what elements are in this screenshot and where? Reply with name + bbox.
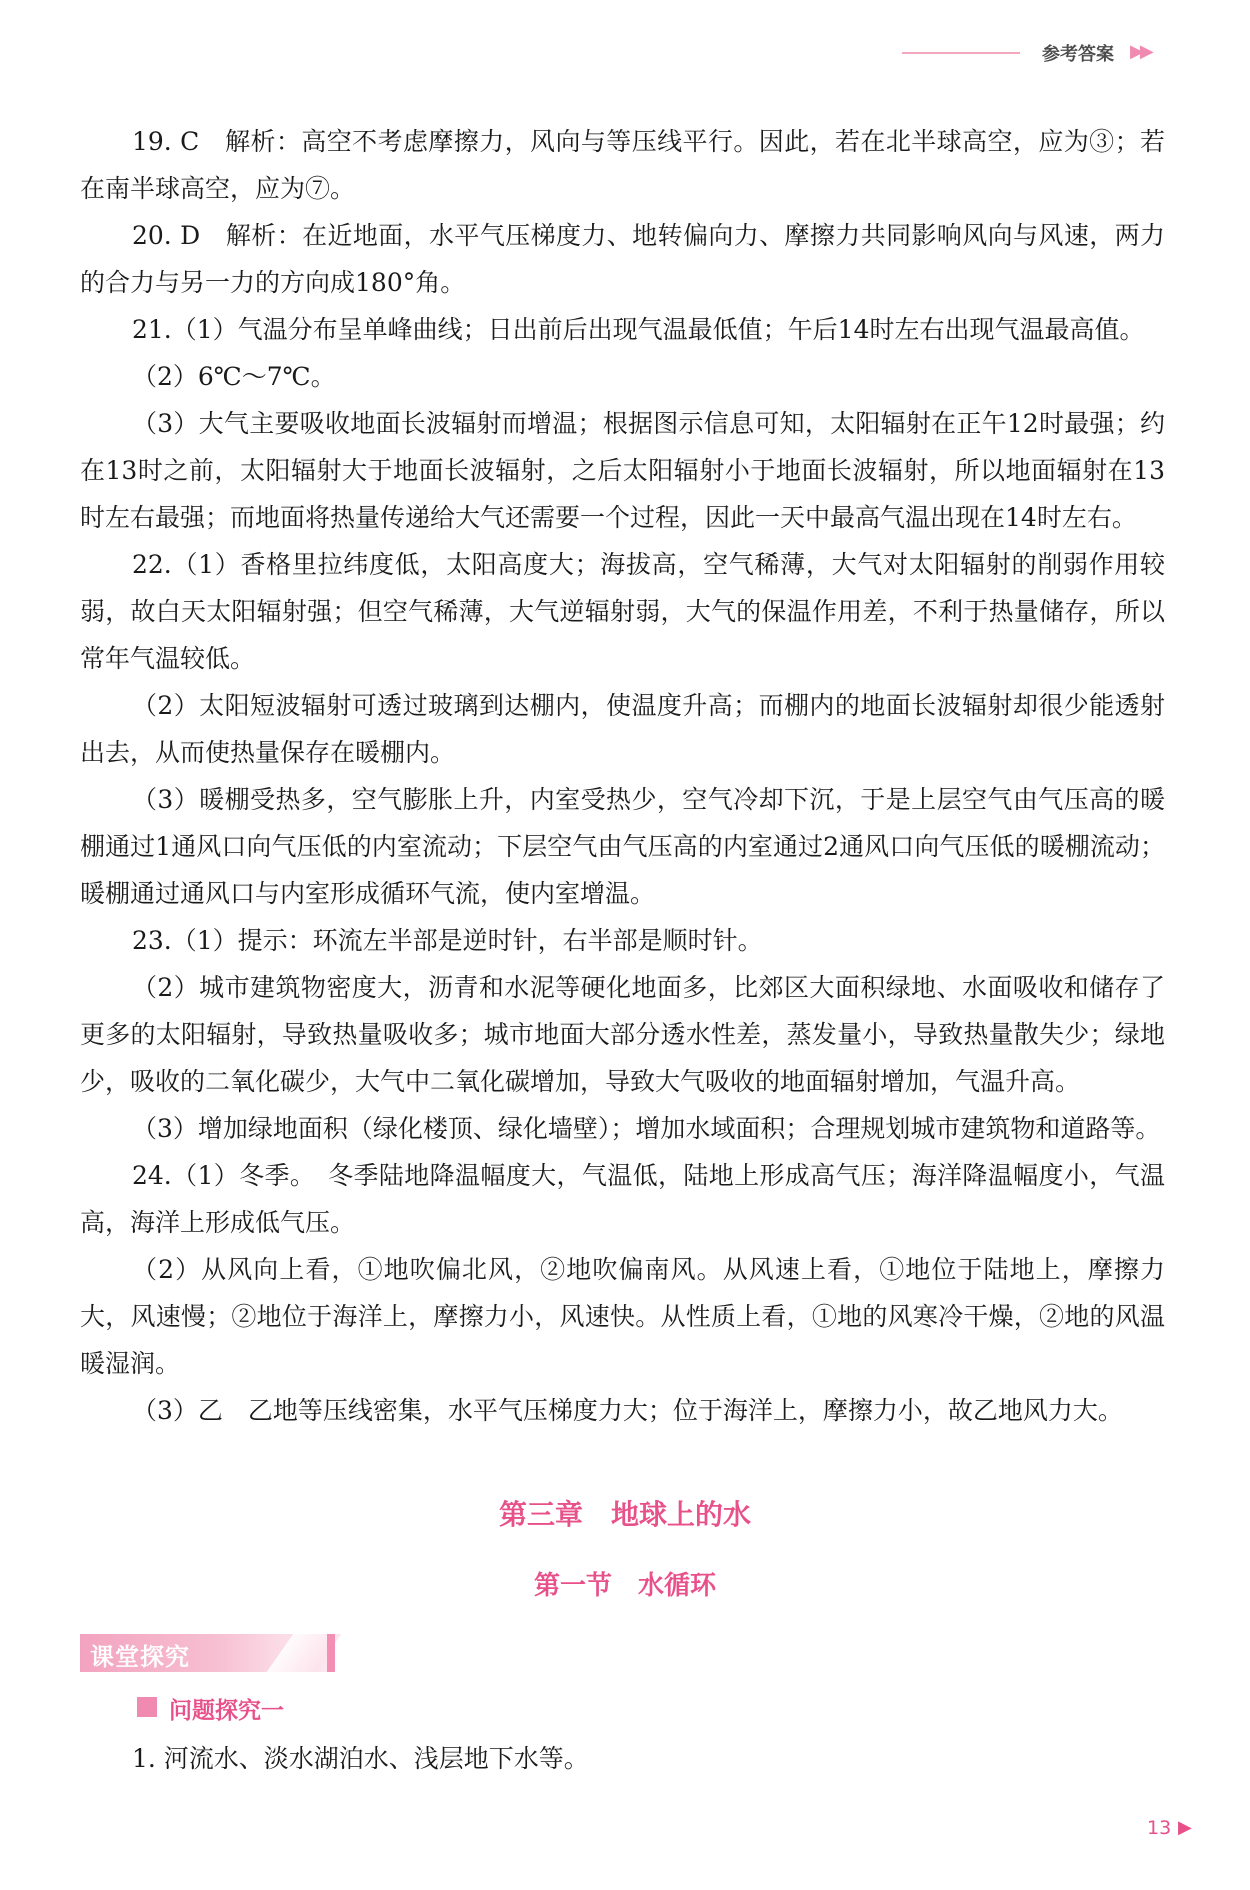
section-banner [80, 1634, 335, 1672]
answer-text-block [80, 118, 1165, 1434]
answer-21-3: （3）大气主要吸收地面长波辐射而增温；根据图示信息可知，太阳辐射在正午12时最强；约在13时之前，太阳辐射大于地面长波辐射，之后太阳辐射小于地面长波辐射，所以地面辐射在13时左右最强；而地面将热量传递给大气还需要一个过程，因此一天中最高气温出现在14时左右。 [80, 409, 1165, 532]
square-bullet-icon [137, 1697, 157, 1717]
answer-23-1: 23.（1）提示：环流左半部是逆时针，右半部是顺时针。 [132, 926, 763, 955]
double-arrow-icon: ▶▶ [1130, 41, 1150, 62]
answer-21-2: （2）6℃～7℃。 [132, 362, 336, 391]
header-rule [902, 52, 1020, 54]
answer-23-2: （2）城市建筑物密度大，沥青和水泥等硬化地面多，比郊区大面积绿地、水面吸收和储存了更多的太阳辐射，导致热量吸收多；城市地面大部分透水性差，蒸发量小，导致热量散失少；绿地少，吸收的二氧化碳少，大气中二氧化碳增加，导致大气吸收的地面辐射增加，气温升高。 [80, 973, 1165, 1096]
page-number: 13 [1147, 1817, 1172, 1839]
answer-23-3: （3）增加绿地面积（绿化楼顶、绿化墙壁）；增加水域面积；合理规划城市建筑物和道路等。 [132, 1114, 1161, 1143]
answer-20: 20. D 解析：在近地面，水平气压梯度力、地转偏向力、摩擦力共同影响风向与风速，两力的合力与另一力的方向成180°角。 [80, 221, 1165, 297]
chapter-title: 第三章 地球上的水 [498, 1498, 751, 1531]
answer-22-1: 22.（1）香格里拉纬度低，太阳高度大；海拔高，空气稀薄，大气对太阳辐射的削弱作用较弱，故白天太阳辐射强；但空气稀薄，大气逆辐射弱，大气的保温作用差，不利于热量储存，所以常年气温较低。 [80, 550, 1165, 673]
banner-edge [327, 1634, 335, 1672]
answer-24-2: （2）从风向上看，①地吹偏北风，②地吹偏南风。从风速上看，①地位于陆地上，摩擦力大，风速慢；②地位于海洋上，摩擦力小，风速快。从性质上看，①地的风寒冷干燥，②地的风温暖湿润。 [80, 1255, 1165, 1378]
section-title: 第一节 水循环 [533, 1571, 716, 1601]
question-heading: 问题探究一 [169, 1698, 284, 1724]
answer-24-1: 24.（1）冬季。 冬季陆地降温幅度大，气温低，陆地上形成高气压；海洋降温幅度小，气温高，海洋上形成低气压。 [80, 1161, 1165, 1237]
header-section-label: 参考答案 [1042, 44, 1114, 65]
answer-exploration-1: 1. 河流水、淡水湖泊水、浅层地下水等。 [132, 1744, 589, 1773]
answer-21-1: 21.（1）气温分布呈单峰曲线；日出前后出现气温最低值；午后14时左右出现气温最高值。 [132, 315, 1145, 344]
answer-19: 19. C 解析：高空不考虑摩擦力，风向与等压线平行。因此，若在北半球高空，应为③；若在南半球高空，应为⑦。 [80, 127, 1165, 203]
triangle-right-icon: ▶ [1178, 1817, 1192, 1838]
answer-22-3: （3）暖棚受热多，空气膨胀上升，内室受热少，空气冷却下沉，于是上层空气由气压高的暖棚通过1通风口向气压低的内室流动；下层空气由气压高的内室通过2通风口向气压低的暖棚流动；暖棚通过通风口与内室形成循环气流，使内室增温。 [80, 785, 1165, 908]
banner-label: 课堂探究 [90, 1643, 190, 1671]
answer-22-2: （2）太阳短波辐射可透过玻璃到达棚内，使温度升高；而棚内的地面长波辐射却很少能透射出去，从而使热量保存在暖棚内。 [80, 691, 1165, 767]
answer-24-3: （3）乙 乙地等压线密集，水平气压梯度力大；位于海洋上，摩擦力小，故乙地风力大。 [132, 1396, 1123, 1425]
